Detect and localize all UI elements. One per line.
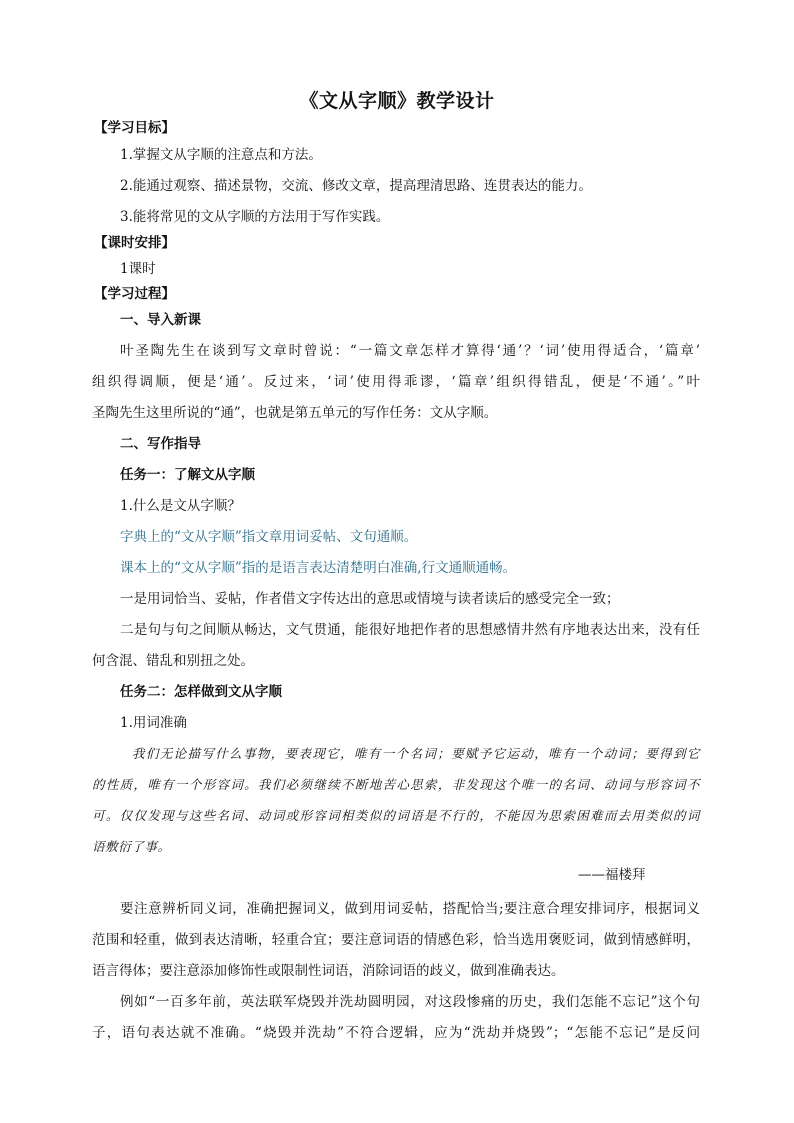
section-intro-heading: 一、导入新课	[120, 312, 201, 328]
task-1-heading: 任务一：了解文从字顺	[120, 467, 255, 483]
quote-line-4: 语敷衍了事。	[92, 839, 171, 854]
question-1: 1.什么是文从字顺？	[120, 498, 241, 514]
document-title: 《文从字顺》教学设计	[299, 90, 495, 112]
intro-line-2: 组织得调顺，便是‘通’。反过来，‘词’使用得乖谬，‘篇章’组织得错乱，便是‘不通’。”叶	[92, 374, 700, 390]
goal-2: 2.能通过观察、描述景物，交流、修改文章，提高理清思路、连贯表达的能力。	[120, 178, 592, 194]
quote-author: ——福楼拜	[578, 867, 646, 883]
quote-line-3: 可。仅仅发现与这些名词、动词或形容词相类似的词语是不行的，不能因为思索困难而去用类似的词	[92, 808, 700, 823]
point-1: 一是用词恰当、妥帖，作者借文字传达出的意思或情境与读者读后的感受完全一致；	[120, 591, 620, 607]
paragraph-3-line-1: 要注意辨析同义词，准确把握词义，做到用词妥帖，搭配恰当;要注意合理安排词序，根据词义	[120, 901, 700, 917]
paragraph-4-line-2: 子，语句表达就不准确。“烧毁并洗劫”不符合逻辑，应为“洗劫并烧毁”；“怎能不忘记”是反问	[92, 1025, 700, 1041]
paragraph-3-line-2: 范围和轻重，做到表达清晰，轻重合宜；要注意词语的情感色彩，恰当选用褒贬词，做到情感鲜明，	[92, 932, 700, 948]
intro-line-1: 叶圣陶先生在谈到写文章时曾说：“一篇文章怎样才算得‘通’？‘词’使用得适合，‘篇章’	[120, 343, 700, 359]
intro-line-3: 圣陶先生这里所说的“通”，也就是第五单元的写作任务：文从字顺。	[92, 405, 498, 421]
paragraph-3-line-3: 语言得体；要注意添加修饰性或限制性词语，消除词语的歧义，做到准确表达。	[92, 963, 565, 979]
goal-3: 3.能将常见的文从字顺的方法用于写作实践。	[120, 209, 390, 225]
heading-learning-goals: 【学习目标】	[94, 120, 175, 136]
quote-line-1: 我们无论描写什么事物，要表现它，唯有一个名词；要赋予它运动，唯有一个动词；要得到它	[132, 746, 700, 761]
paragraph-4-line-1: 例如“一百多年前，英法联军烧毁并洗劫圆明园，对这段惨痛的历史，我们怎能不忘记”这个句	[120, 994, 700, 1010]
heading-process: 【学习过程】	[94, 286, 175, 302]
quote-line-2: 的性质，唯有一个形容词。我们必须继续不断地苦心思索，非发现这个唯一的名词、动词与形容词不	[92, 777, 700, 792]
schedule-text: 1课时	[120, 261, 156, 277]
goal-1: 1.掌握文从字顺的注意点和方法。	[120, 147, 322, 163]
definition-textbook: 课本上的“文从字顺”指的是语言表达清楚明白准确,行文通顺通畅。	[120, 560, 517, 576]
section-guide-heading: 二、写作指导	[120, 436, 201, 452]
heading-schedule: 【课时安排】	[94, 235, 175, 251]
question-2: 1.用词准确	[120, 715, 187, 731]
definition-dictionary: 字典上的“文从字顺”指文章用词妥帖、文句通顺。	[120, 529, 418, 545]
point-2-line-1: 二是句与句之间顺从畅达，文气贯通，能很好地把作者的思想感情井然有序地表达出来，没有任	[120, 622, 700, 638]
task-2-heading: 任务二：怎样做到文从字顺	[120, 684, 282, 700]
point-2-line-2: 何含混、错乱和别扭之处。	[92, 653, 254, 669]
